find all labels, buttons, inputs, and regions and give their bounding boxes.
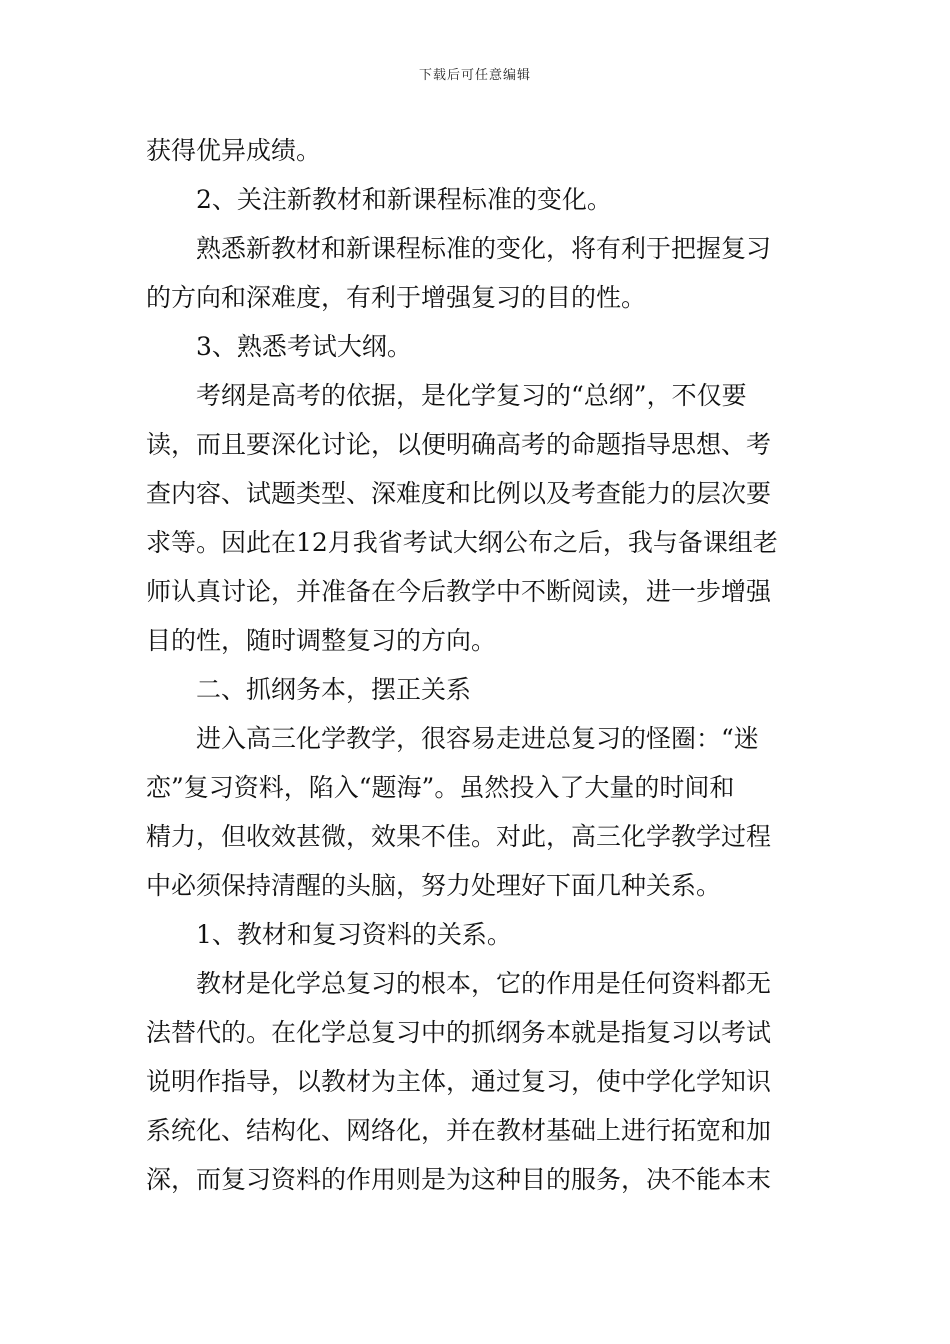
- page-header: 下载后可任意编辑: [418, 68, 531, 83]
- text-line: 恋”复习资料，陷入“题海”。虽然投入了大量的时间和: [146, 773, 735, 802]
- text-line: 1、教材和复习资料的关系。: [196, 920, 512, 949]
- text-line: 中必须保持清醒的头脑，努力处理好下面几种关系。: [146, 871, 722, 900]
- text-line: 教材是化学总复习的根本，它的作用是任何资料都无: [196, 969, 772, 998]
- document-body: [146, 126, 806, 1204]
- text-line: 二、抓纲务本，摆正关系: [196, 675, 472, 704]
- text-line: 的方向和深难度，有利于增强复习的目的性。: [146, 283, 647, 312]
- text-line: 考纲是高考的依据，是化学复习的“总纲”，不仅要: [196, 381, 747, 410]
- text-line: 获得优异成绩。: [146, 136, 322, 165]
- text-line: 熟悉新教材和新课程标准的变化，将有利于把握复习: [196, 234, 772, 263]
- text-line: 说明作指导，以教材为主体，通过复习，使中学化学知识: [146, 1067, 772, 1096]
- text-line: 读，而且要深化讨论，以便明确高考的命题指导思想、考: [146, 430, 772, 459]
- text-line: 目的性，随时调整复习的方向。: [146, 626, 497, 655]
- text-line: 深，而复习资料的作用则是为这种目的服务，决不能本末: [146, 1165, 772, 1194]
- text-line: 3、熟悉考试大纲。: [196, 332, 412, 361]
- text-line: 精力，但收效甚微，效果不佳。对此，高三化学教学过程: [146, 822, 772, 851]
- text-line: 查内容、试题类型、深难度和比例以及考查能力的层次要: [146, 479, 772, 508]
- text-line: 进入高三化学教学，很容易走进总复习的怪圈：“迷: [196, 724, 759, 753]
- text-line: 师认真讨论，并准备在今后教学中不断阅读，进一步增强: [146, 577, 772, 606]
- text-line: 求等。因此在12月我省考试大纲公布之后，我与备课组老: [146, 528, 778, 557]
- text-line: 法替代的。在化学总复习中的抓纲务本就是指复习以考试: [146, 1018, 772, 1047]
- text-line: 系统化、结构化、网络化，并在教材基础上进行拓宽和加: [146, 1116, 772, 1145]
- text-line: 2、关注新教材和新课程标准的变化。: [196, 185, 612, 214]
